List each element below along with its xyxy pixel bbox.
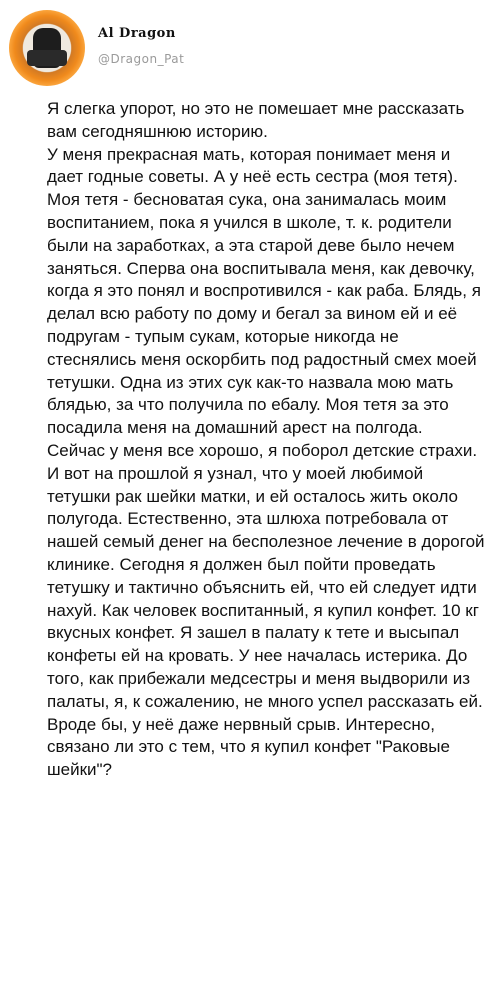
avatar-figure-base [27,50,67,66]
post-header [0,0,500,96]
post-paragraph: Сейчас у меня все хорошо, я поборол детские страхи. [47,440,478,460]
post-paragraph: У меня прекрасная мать, которая понимает меня и дает годные советы. А у неё есть сестра (моя тетя). Моя тетя - бесноватая сука, она занималась моим воспитанием, пока я учился в школе, т. к. родители были на заработках, а эта старой деве было нечем заняться. Сперва она воспитывала меня, как девочку, когда я это понял и воспротивился - как раба. Блядь, я делал всю работу по дому и бегал за вином ей и её подругам - тупым сукам, которые никогда не стеснялись меня оскорбить под радостный смех моей тетушки. Одна из этих сук как-то назвала мою мать блядью, за что получила по ебалу. Моя тетя за это посадила меня на домашний арест на полгода. [47,144,481,438]
post-paragraph: Я слегка упорот, но это не помешает мне рассказать вам сегодняшнюю историю. [47,99,465,141]
author-handle[interactable]: @Dragon_Pat [98,52,185,66]
post-paragraph: И вот на прошлой я узнал, что у моей любимой тетушки рак шейки матки, и ей осталось жить около полугода. Естественно, эта шлюха потребовала от нашей семый денег на бесполезное лечение в дорогой клинике. Сегодня я должен был пойти проведать тетушку и тактично объяснить ей, что ей следует идти нахуй. Как человек воспитанный, я купил конфет. 10 кг вкусных конфет. Я зашел в палату к тете и высыпал конфеты ей на кровать. У нее началась истерика. До того, как прибежали медсестры и меня выдворили из палаты, я, к сожалению, не много успел рассказать ей. Вроде бы, у неё даже нервный срыв. Интересно, связано ли это с тем, что я купил конфет "Раковые шейки"? [47,463,485,780]
author-name[interactable]: Al Dragon [98,26,176,41]
post-body [47,98,487,782]
avatar[interactable] [9,10,85,86]
